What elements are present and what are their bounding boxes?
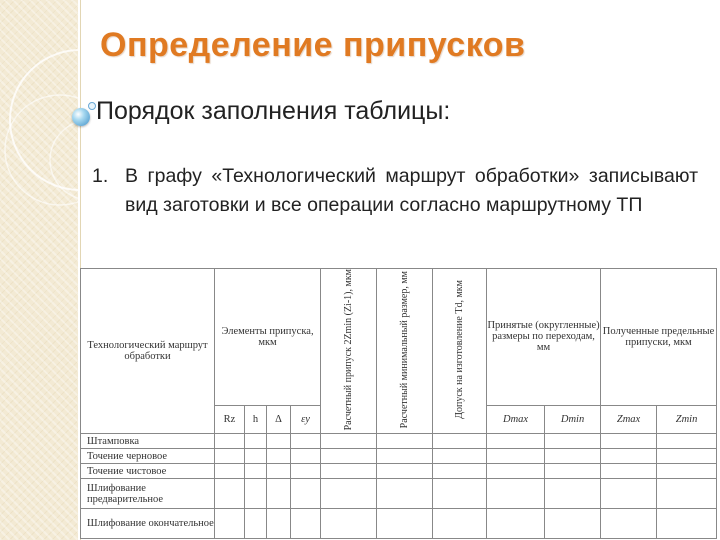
subheader-rz: Rz <box>215 405 245 434</box>
bullet-icon <box>72 108 90 126</box>
table-row-label: Точение черновое <box>81 449 215 464</box>
page-title: Определение припусков <box>100 26 526 64</box>
bullet-dot-icon <box>88 102 96 110</box>
subtitle: Порядок заполнения таблицы: <box>96 96 451 125</box>
allowance-table <box>80 268 716 530</box>
paragraph-text: В графу «Технологический маршрут обработки» записывают вид заготовки и все операции согласно маршрутному ТП <box>125 165 698 216</box>
header-accepted-sizes: Принятые (округленные) размеры по переходам, мм <box>487 269 601 406</box>
subheader-delta: Δ <box>267 405 291 434</box>
list-number: 1. <box>92 165 109 187</box>
decorative-arcs <box>0 0 78 540</box>
table-row-label: Шлифование предварительное <box>81 479 215 509</box>
subheader-dmax: Dmax <box>487 405 545 434</box>
route-table <box>80 268 717 539</box>
header-received-allowances: Полученные предельные припуски, мкм <box>601 269 717 406</box>
header-route: Технологический маршрут обработки <box>81 269 215 434</box>
subheader-zmax: Zmax <box>601 405 657 434</box>
subheader-h: h <box>245 405 267 434</box>
table-row-label: Штамповка <box>81 434 215 449</box>
header-tolerance: Допуск на изготовление Td, мкм <box>433 269 487 434</box>
header-elements: Элементы припуска, мкм <box>215 269 321 406</box>
decorative-side-strip <box>0 0 78 540</box>
subtitle-row <box>72 96 450 126</box>
numbered-paragraph <box>92 162 698 220</box>
subheader-dmin: Dmin <box>545 405 601 434</box>
header-calc-allowance: Расчетный припуск 2Zmin (Zi-1), мкм <box>321 269 377 434</box>
subheader-eps: εy <box>291 405 321 434</box>
table-row-label: Шлифование окончательное <box>81 509 215 539</box>
header-calc-min-size: Расчетный минимальный размер, мм <box>377 269 433 434</box>
table-row-label: Точение чистовое <box>81 464 215 479</box>
subheader-zmin: Zmin <box>657 405 717 434</box>
